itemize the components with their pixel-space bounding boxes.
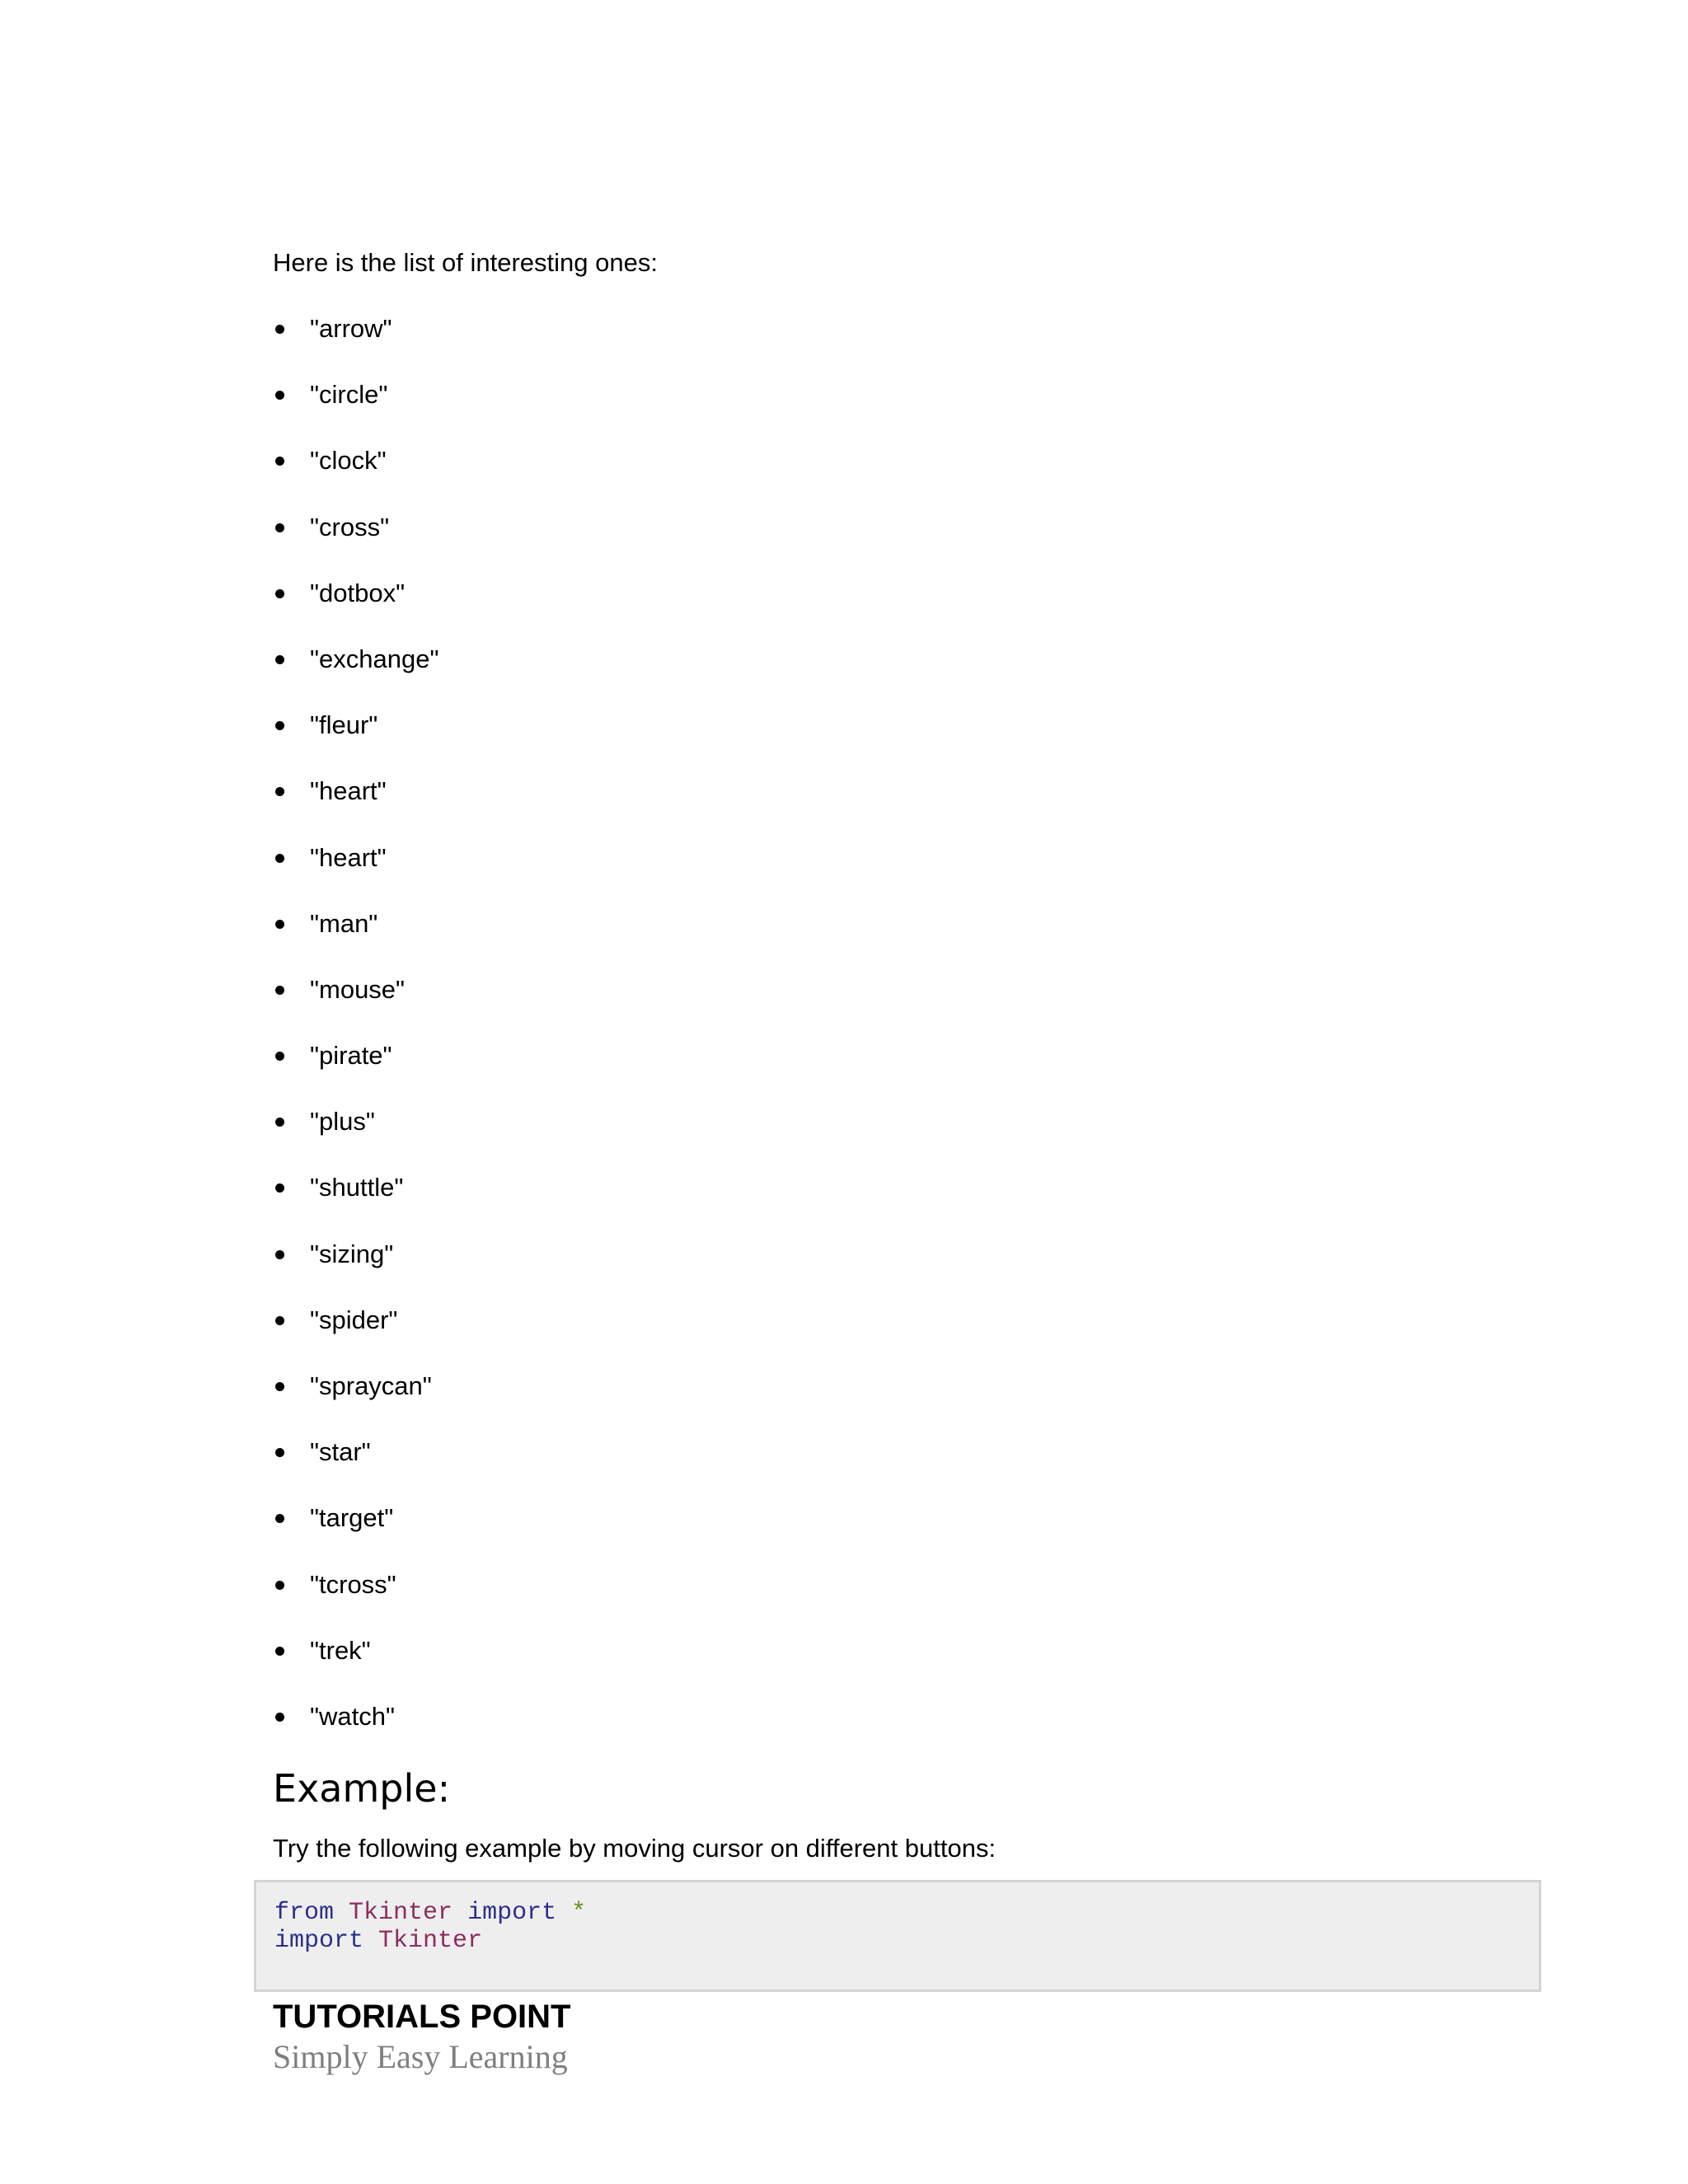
list-item-label: "cross" xyxy=(310,512,390,541)
bullet-icon xyxy=(275,1448,284,1457)
list-item-label: "spider" xyxy=(310,1305,398,1334)
code-block xyxy=(254,1880,1541,1992)
list-item-label: "circle" xyxy=(310,380,388,410)
bullet-icon xyxy=(275,1183,284,1193)
bullet-icon xyxy=(275,523,284,532)
bullet-icon xyxy=(275,1052,284,1061)
list-item-label: "sizing" xyxy=(310,1239,394,1268)
list-item-label: "spraycan" xyxy=(310,1371,432,1400)
list-item-label: "watch" xyxy=(310,1701,395,1731)
code-operator: * xyxy=(571,1899,587,1927)
list-item-label: "clock" xyxy=(310,446,387,476)
footer-subtitle: Simply Easy Learning xyxy=(273,2038,568,2075)
code-keyword: import xyxy=(467,1899,557,1927)
bullet-icon xyxy=(275,1316,284,1325)
list-item xyxy=(273,776,438,841)
list-item-label: "exchange" xyxy=(310,644,439,673)
list-item xyxy=(273,578,438,644)
bullet-icon xyxy=(275,391,284,400)
example-heading: Example: xyxy=(273,1766,451,1811)
list-item xyxy=(273,1502,438,1568)
list-item-label: "shuttle" xyxy=(310,1173,404,1202)
bullet-icon xyxy=(275,1581,284,1590)
list-item xyxy=(273,1106,438,1172)
list-item-label: "tcross" xyxy=(310,1569,396,1599)
bullet-icon xyxy=(275,655,284,664)
list-item xyxy=(273,1701,438,1767)
list-item-label: "star" xyxy=(310,1437,371,1467)
bullet-icon xyxy=(275,1514,284,1523)
list-item xyxy=(273,313,438,379)
bullet-icon xyxy=(275,325,284,334)
list-item xyxy=(273,1172,438,1238)
footer-title: TUTORIALS POINT xyxy=(273,1999,571,2035)
list-item-label: "pirate" xyxy=(310,1041,392,1071)
list-item-label: "trek" xyxy=(310,1635,371,1665)
list-item xyxy=(273,379,438,445)
list-item xyxy=(273,710,438,776)
bullet-icon xyxy=(275,589,284,598)
list-item-label: "arrow" xyxy=(310,314,392,343)
list-item-label: "dotbox" xyxy=(310,578,406,607)
code-keyword: import xyxy=(274,1927,364,1955)
bullet-icon xyxy=(275,920,284,929)
list-item xyxy=(273,1569,438,1635)
list-item xyxy=(273,1436,438,1502)
bullet-icon xyxy=(275,1713,284,1722)
list-item xyxy=(273,974,438,1040)
list-item xyxy=(273,908,438,974)
bullet-icon xyxy=(275,1118,284,1127)
code-module: Tkinter xyxy=(349,1899,453,1927)
bullet-icon xyxy=(275,986,284,995)
list-item-label: "plus" xyxy=(310,1107,375,1137)
bullet-icon xyxy=(275,457,284,466)
list-item-label: "heart" xyxy=(310,776,387,806)
list-item xyxy=(273,445,438,511)
cursor-name-list xyxy=(273,313,438,1767)
list-item-label: "target" xyxy=(310,1503,394,1533)
code-keyword: from xyxy=(274,1899,335,1927)
list-item xyxy=(273,1305,438,1371)
list-item xyxy=(273,1239,438,1305)
bullet-icon xyxy=(275,1382,284,1391)
list-item xyxy=(273,1371,438,1436)
list-item-label: "mouse" xyxy=(310,974,406,1004)
list-item xyxy=(273,644,438,710)
list-item-label: "man" xyxy=(310,908,378,938)
code-line-1 xyxy=(274,1899,1539,1927)
code-line-2 xyxy=(274,1927,1539,1955)
list-item xyxy=(273,512,438,578)
bullet-icon xyxy=(275,1647,284,1656)
intro-paragraph: Here is the list of interesting ones: xyxy=(273,248,658,277)
example-description: Try the following example by moving cursor on different buttons: xyxy=(273,1834,996,1863)
list-item xyxy=(273,1040,438,1106)
code-module: Tkinter xyxy=(378,1927,483,1955)
list-item xyxy=(273,842,438,908)
list-item xyxy=(273,1635,438,1701)
bullet-icon xyxy=(275,721,284,730)
bullet-icon xyxy=(275,854,284,863)
list-item-label: "fleur" xyxy=(310,710,378,740)
bullet-icon xyxy=(275,787,284,796)
bullet-icon xyxy=(275,1250,284,1259)
list-item-label: "heart" xyxy=(310,842,387,872)
